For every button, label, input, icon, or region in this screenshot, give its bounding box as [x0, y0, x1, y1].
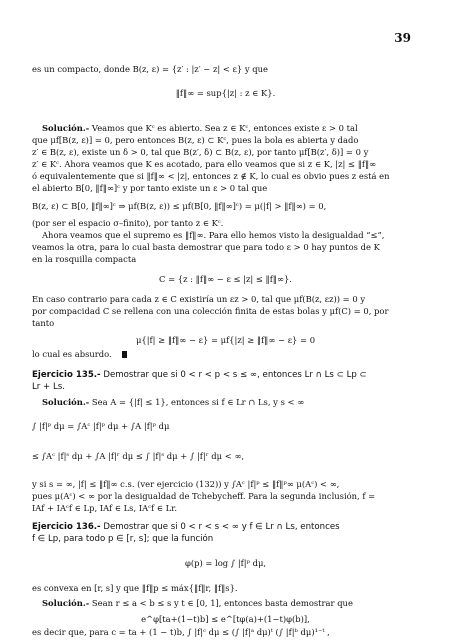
page-number: 39	[394, 31, 411, 45]
text-line-l24	[32, 450, 419, 462]
text-line-l09	[32, 200, 419, 212]
text-line-l04	[32, 134, 419, 146]
line-text: Lr + Ls.	[32, 382, 65, 392]
line-text: C = {z : ‖f‖∞ − ε ≤ |z| ≤ ‖f‖∞}.	[159, 274, 292, 284]
text-line-l30	[32, 557, 419, 569]
line-text: Ahora veamos que el supremo es ‖f‖∞. Para ello hemos visto la desigualdad “≤”,	[42, 230, 385, 240]
text-line-l33	[32, 613, 419, 625]
line-text: Sean r ≤ a < b ≤ s y t ∈ [0, 1], entonces basta demostrar que	[89, 598, 353, 608]
text-line-l28	[32, 521, 419, 533]
line-text: es un compacto, donde B(z, ε) = {z′ : |z′ − z| < ε} y que	[32, 64, 268, 74]
text-line-l15	[32, 293, 419, 305]
line-text: ∫ |f|ᵖ dμ = ∫Aᶜ |f|ᵖ dμ + ∫A |f|ᵖ dμ	[32, 421, 170, 431]
text-line-l02	[32, 87, 419, 99]
bold-heading: Ejercicio 135.-	[32, 370, 101, 380]
line-text: ó equivalentemente que si ‖f‖∞ < |z|, entonces z ∉ K, lo cual es obvio pues z está en	[32, 171, 390, 181]
line-text: es decir que, para c = ta + (1 − t)b, ∫ |f|ᶜ dμ ≤ (∫ |f|ᵃ dμ)ᵗ (∫ |f|ᵇ dμ)¹⁻ᵗ ,	[32, 627, 330, 637]
line-text: ‖f‖∞ = sup{|z| : z ∈ K}.	[175, 88, 276, 98]
line-text: en la rosquilla compacta	[32, 254, 137, 264]
line-text: por compacidad C se rellena con una colección finita de estas bolas y μf(C) = 0, por	[32, 306, 389, 316]
line-text: z′ ∈ Kᶜ. Ahora veamos que K es acotado, para ello veamos que si z ∈ K, |z| ≤ ‖f‖∞	[32, 159, 377, 169]
line-text: Sea A = {|f| ≤ 1}, entonces si f ∈ Lr ∩ Ls, y s < ∞	[89, 397, 305, 407]
text-line-l16	[32, 305, 419, 317]
text-line-l26	[32, 490, 419, 502]
text-line-l21	[32, 381, 419, 393]
bold-heading: Solución.-	[42, 123, 90, 133]
line-text: φ(p) = log ∫ |f|ᵖ dμ,	[184, 558, 267, 568]
line-text: B(z, ε) ⊂ B[0, ‖f‖∞]ᶜ ⇒ μf(B(z, ε)) ≤ μf(B[0, ‖f‖∞]ᶜ) = μ(|f| > ‖f‖∞) = 0,	[32, 201, 327, 211]
line-text: Demostrar que si 0 < r < s < ∞ y f ∈ Lr ∩ Ls, entonces	[100, 522, 340, 532]
line-text: En caso contrario para cada z ∈ C existiría un εz > 0, tal que μf(B(z, εz)) = 0 y	[32, 294, 366, 304]
text-line-l14	[32, 273, 419, 285]
text-line-l32	[42, 597, 419, 609]
bold-heading: Ejercicio 136.-	[32, 522, 101, 532]
text-line-l08	[32, 182, 419, 194]
text-line-l31	[32, 582, 419, 594]
line-text: μ{|f| ≥ ‖f‖∞ − ε} = μf{|z| ≥ ‖f‖∞ − ε} = 0	[135, 335, 316, 345]
line-text: z′ ∈ B(z, ε), existe un δ > 0, tal que B(z′, δ) ⊂ B(z, ε), por tanto μf[B(z′, δ)] = 0 y	[32, 147, 369, 157]
line-text: lo cual es absurdo.	[32, 349, 112, 359]
text-line-l06	[32, 158, 419, 170]
line-text: es convexa en [r, s] y que ‖f‖p ≤ máx{‖f‖r, ‖f‖s}.	[32, 583, 238, 593]
line-text: veamos la otra, para lo cual basta demostrar que para todo ε > 0 hay puntos de K	[32, 242, 380, 252]
bold-heading: Solución.-	[42, 598, 90, 608]
text-line-l20	[32, 369, 419, 381]
text-line-l34	[32, 626, 419, 638]
line-text: tanto	[32, 318, 55, 328]
line-text: que μf[B(z, ε)] = 0, pero entonces B(z, ε) ⊂ Kᶜ, pues la bola es abierta y dado	[32, 135, 359, 145]
line-text: pues μ(Aᶜ) < ∞ por la desigualdad de Tchebycheff. Para la segunda inclusión, f =	[32, 491, 376, 501]
text-line-l17	[32, 317, 419, 329]
qed-square-icon	[122, 351, 127, 358]
text-line-l25	[32, 478, 419, 490]
line-text: IAf + IAᶜf ∈ Lp, IAf ∈ Ls, IAᶜf ∈ Lr.	[32, 503, 177, 513]
line-text: f ∈ Lp, para todo p ∈ [r, s]; que la función	[32, 534, 214, 544]
bold-heading: Solución.-	[42, 397, 90, 407]
text-line-l11	[42, 229, 419, 241]
line-text: e^φ[ta+(1−t)b] ≤ e^[tφ(a)+(1−t)φ(b)],	[141, 614, 310, 624]
text-line-l05	[32, 146, 419, 158]
line-text: ≤ ∫Aᶜ |f|ˢ dμ + ∫A |f|ʳ dμ ≤ ∫ |f|ˢ dμ + ∫ |f|ʳ dμ < ∞,	[32, 451, 245, 461]
text-line-l12	[32, 241, 419, 253]
text-line-l07	[32, 170, 419, 182]
text-line-l01	[32, 63, 419, 75]
line-text: y si s = ∞, |f| ≤ ‖f‖∞ c.s. (ver ejercicio (132)) y ∫Aᶜ |f|ᵖ ≤ ‖f‖ᵖ∞ μ(Aᶜ) < ∞,	[32, 479, 340, 489]
text-line-l18	[32, 334, 419, 346]
text-line-l22	[42, 396, 419, 408]
text-line-l27	[32, 502, 419, 514]
text-line-l23	[32, 420, 419, 432]
text-line-l10	[32, 217, 419, 229]
line-text: el abierto B[0, ‖f‖∞]ᶜ y por tanto existe un ε > 0 tal que	[32, 183, 268, 193]
line-text: (por ser el espacio σ–finito), por tanto z ∈ Kᶜ.	[32, 218, 224, 228]
text-line-l19	[32, 348, 419, 360]
text-line-l13	[32, 253, 419, 265]
line-text: Veamos que Kᶜ es abierto. Sea z ∈ Kᶜ, entonces existe ε > 0 tal	[89, 123, 358, 133]
text-line-l29	[32, 533, 419, 545]
line-text: Demostrar que si 0 < r < p < s ≤ ∞, entonces Lr ∩ Ls ⊂ Lp ⊂	[100, 370, 367, 380]
text-line-l03	[42, 122, 419, 134]
